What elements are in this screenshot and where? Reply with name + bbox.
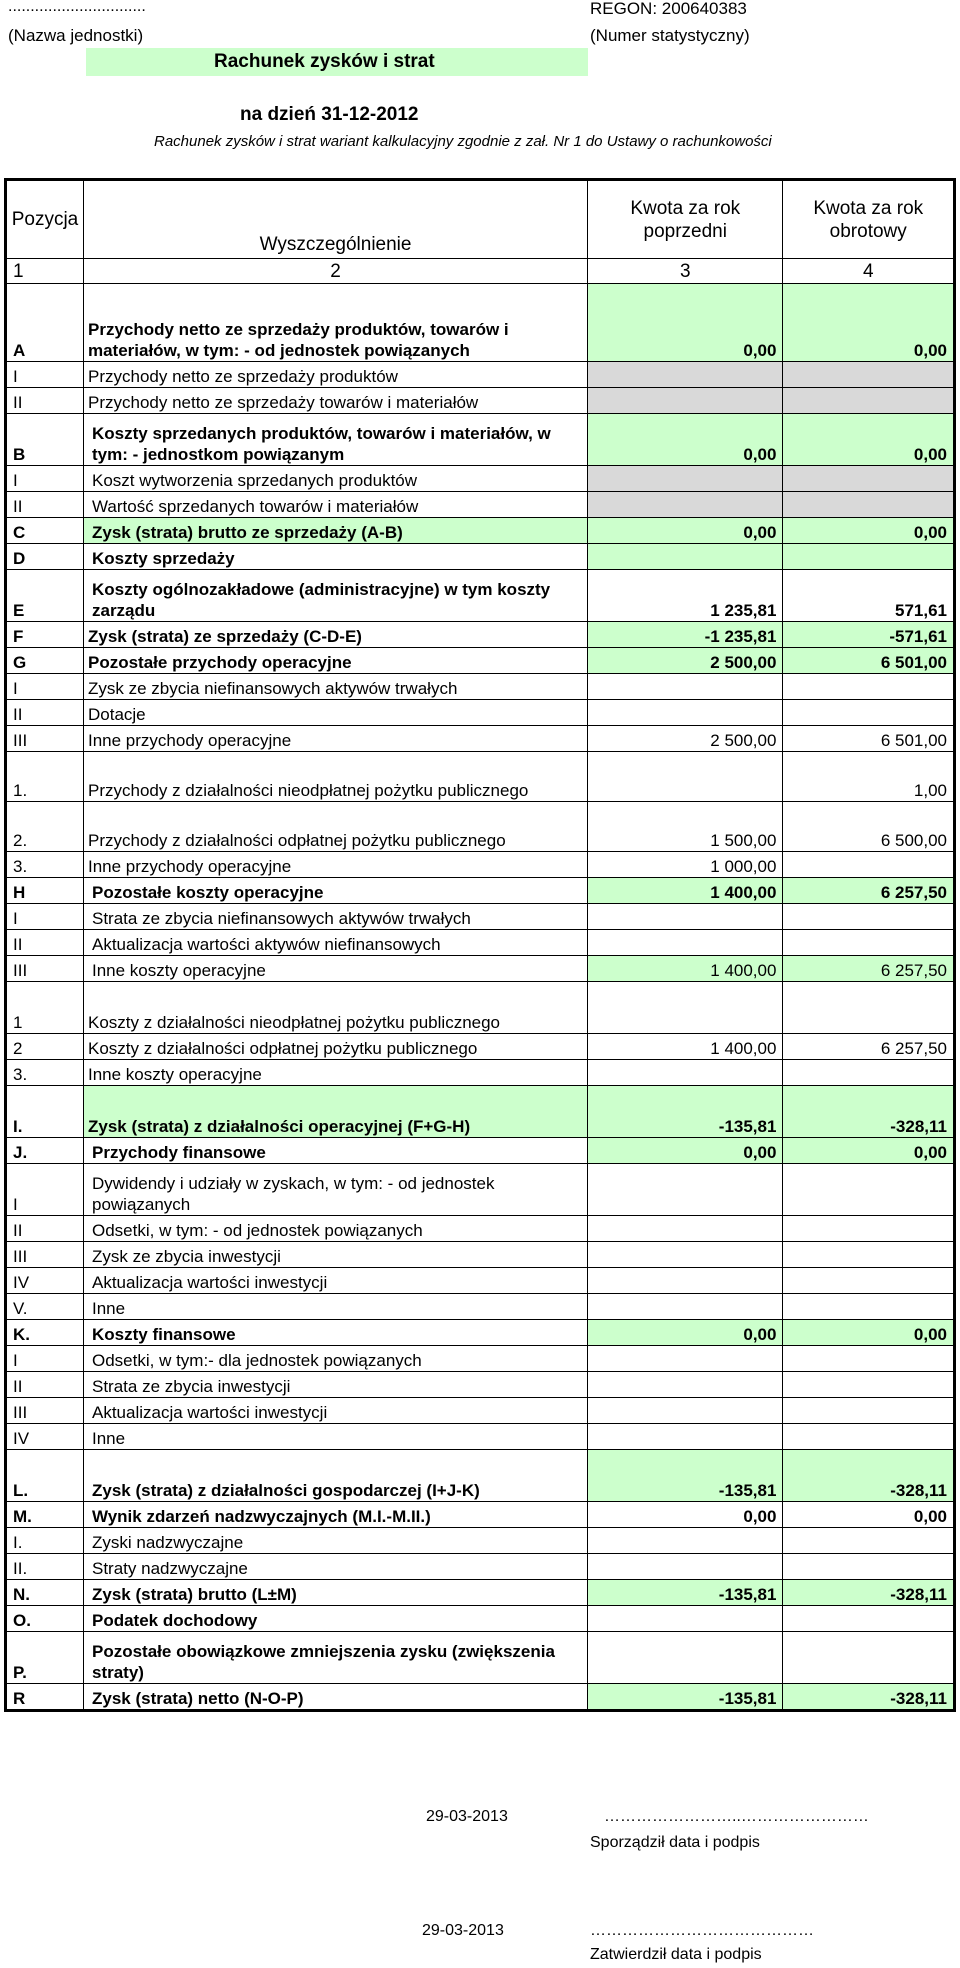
row-prev-year-amount: 1 400,00 xyxy=(588,1034,783,1060)
row-position: N. xyxy=(6,1580,84,1606)
row-curr-year-amount xyxy=(783,388,955,414)
title-box xyxy=(86,48,588,76)
row-position: D xyxy=(6,544,84,570)
table-row xyxy=(6,1346,955,1372)
row-prev-year-amount: -135,81 xyxy=(588,1684,783,1711)
table-row xyxy=(6,700,955,726)
row-description: Inne koszty operacyjne xyxy=(83,956,587,982)
row-curr-year-amount: -328,11 xyxy=(783,1684,955,1711)
row-description: Aktualizacja wartości inwestycji xyxy=(83,1268,587,1294)
row-position: F xyxy=(6,622,84,648)
row-position: II xyxy=(6,1372,84,1398)
table-row xyxy=(6,570,955,622)
row-position: I xyxy=(6,904,84,930)
row-curr-year-amount: 6 500,00 xyxy=(783,802,955,852)
row-curr-year-amount: -328,11 xyxy=(783,1580,955,1606)
col-num-4: 4 xyxy=(783,259,955,284)
row-position: I xyxy=(6,1346,84,1372)
row-prev-year-amount xyxy=(588,700,783,726)
row-curr-year-amount xyxy=(783,1398,955,1424)
row-prev-year-amount xyxy=(588,1294,783,1320)
table-row xyxy=(6,982,955,1034)
row-description: Zysk (strata) ze sprzedaży (C-D-E) xyxy=(83,622,587,648)
row-curr-year-amount: 0,00 xyxy=(783,1502,955,1528)
row-description: Aktualizacja wartości inwestycji xyxy=(83,1398,587,1424)
row-description: Wynik zdarzeń nadzwyczajnych (M.I.-M.II.) xyxy=(83,1502,587,1528)
regon: REGON: 200640383 xyxy=(590,0,747,18)
row-description: Przychody z działalności nieodpłatnej pożytku publicznego xyxy=(83,752,587,802)
row-position: II xyxy=(6,388,84,414)
row-prev-year-amount xyxy=(588,1060,783,1086)
row-position: II xyxy=(6,1216,84,1242)
row-description: Przychody netto ze sprzedaży produktów, towarów i materiałów, w tym: - od jednostek powiązanych xyxy=(83,284,587,362)
row-prev-year-amount: -135,81 xyxy=(588,1580,783,1606)
row-prev-year-amount: 2 500,00 xyxy=(588,648,783,674)
row-description: Dywidendy i udziały w zyskach, w tym: - od jednostek powiązanych xyxy=(83,1164,587,1216)
row-description: Aktualizacja wartości aktywów niefinansowych xyxy=(83,930,587,956)
row-prev-year-amount xyxy=(588,492,783,518)
row-curr-year-amount xyxy=(783,1606,955,1632)
row-prev-year-amount: 0,00 xyxy=(588,1320,783,1346)
row-description: Przychody netto ze sprzedaży towarów i materiałów xyxy=(83,388,587,414)
row-description: Odsetki, w tym: - od jednostek powiązanych xyxy=(83,1216,587,1242)
row-prev-year-amount xyxy=(588,904,783,930)
row-curr-year-amount xyxy=(783,1372,955,1398)
row-curr-year-amount: 571,61 xyxy=(783,570,955,622)
row-curr-year-amount xyxy=(783,930,955,956)
row-position: L. xyxy=(6,1450,84,1502)
row-prev-year-amount: -135,81 xyxy=(588,1450,783,1502)
row-prev-year-amount: 1 400,00 xyxy=(588,878,783,904)
col-num-1: 1 xyxy=(6,259,84,284)
row-curr-year-amount: -328,11 xyxy=(783,1086,955,1138)
row-description: Zysk ze zbycia inwestycji xyxy=(83,1242,587,1268)
table-row xyxy=(6,388,955,414)
row-position: I xyxy=(6,466,84,492)
table-row xyxy=(6,1242,955,1268)
table-row xyxy=(6,726,955,752)
table-row xyxy=(6,1164,955,1216)
table-row xyxy=(6,1268,955,1294)
row-curr-year-amount: 0,00 xyxy=(783,414,955,466)
col-header-desc: Wyszczególnienie xyxy=(83,180,587,259)
approved-date: 29-03-2013 xyxy=(422,1922,504,1939)
row-description: Przychody netto ze sprzedaży produktów xyxy=(83,362,587,388)
date-line: na dzień 31-12-2012 xyxy=(240,104,419,125)
subtitle: Rachunek zysków i strat wariant kalkulacyjny zgodnie z zał. Nr 1 do Ustawy o rachunkowości xyxy=(154,133,772,150)
table-row xyxy=(6,518,955,544)
row-prev-year-amount: 1 500,00 xyxy=(588,802,783,852)
row-prev-year-amount xyxy=(588,1346,783,1372)
row-position: III xyxy=(6,1398,84,1424)
table-row xyxy=(6,956,955,982)
table-row xyxy=(6,622,955,648)
row-curr-year-amount: 6 257,50 xyxy=(783,878,955,904)
row-prev-year-amount xyxy=(588,1632,783,1684)
row-description: Przychody finansowe xyxy=(83,1138,587,1164)
row-position: III xyxy=(6,956,84,982)
row-curr-year-amount: 6 501,00 xyxy=(783,726,955,752)
row-position: II xyxy=(6,930,84,956)
row-position: III xyxy=(6,1242,84,1268)
row-prev-year-amount xyxy=(588,466,783,492)
row-curr-year-amount xyxy=(783,492,955,518)
row-prev-year-amount xyxy=(588,1164,783,1216)
row-curr-year-amount xyxy=(783,1216,955,1242)
row-curr-year-amount xyxy=(783,1528,955,1554)
row-position: 3. xyxy=(6,852,84,878)
table-row xyxy=(6,1502,955,1528)
approved-signature-dots: …………………………………… xyxy=(590,1922,814,1939)
row-position: IV xyxy=(6,1424,84,1450)
stat-number-label: (Numer statystyczny) xyxy=(590,26,750,45)
approved-label: Zatwierdził data i podpis xyxy=(590,1946,762,1963)
row-curr-year-amount xyxy=(783,1554,955,1580)
table-row xyxy=(6,752,955,802)
row-prev-year-amount: -1 235,81 xyxy=(588,622,783,648)
row-curr-year-amount xyxy=(783,904,955,930)
row-prev-year-amount: 0,00 xyxy=(588,518,783,544)
row-position: A xyxy=(6,284,84,362)
row-description: Pozostałe przychody operacyjne xyxy=(83,648,587,674)
row-curr-year-amount xyxy=(783,1242,955,1268)
row-description: Przychody z działalności odpłatnej pożytku publicznego xyxy=(83,802,587,852)
row-description: Koszty z działalności odpłatnej pożytku publicznego xyxy=(83,1034,587,1060)
row-curr-year-amount: 0,00 xyxy=(783,1138,955,1164)
row-description: Strata ze zbycia niefinansowych aktywów trwałych xyxy=(83,904,587,930)
row-prev-year-amount: 1 000,00 xyxy=(588,852,783,878)
row-prev-year-amount: 0,00 xyxy=(588,284,783,362)
table-row xyxy=(6,1372,955,1398)
row-prev-year-amount xyxy=(588,982,783,1034)
row-curr-year-amount: -571,61 xyxy=(783,622,955,648)
row-description: Strata ze zbycia inwestycji xyxy=(83,1372,587,1398)
row-description: Inne koszty operacyjne xyxy=(83,1060,587,1086)
row-position: B xyxy=(6,414,84,466)
row-position: 2 xyxy=(6,1034,84,1060)
row-prev-year-amount xyxy=(588,1268,783,1294)
row-curr-year-amount: 0,00 xyxy=(783,1320,955,1346)
row-position: I. xyxy=(6,1086,84,1138)
row-description: Zysk (strata) z działalności gospodarczej (I+J-K) xyxy=(83,1450,587,1502)
row-description: Zysk (strata) brutto ze sprzedaży (A-B) xyxy=(83,518,587,544)
table-row xyxy=(6,362,955,388)
row-position: 2. xyxy=(6,802,84,852)
row-prev-year-amount xyxy=(588,1424,783,1450)
row-prev-year-amount xyxy=(588,752,783,802)
table-row xyxy=(6,648,955,674)
table-row xyxy=(6,674,955,700)
row-position: II xyxy=(6,700,84,726)
row-position: I xyxy=(6,362,84,388)
prepared-signature-dots: ……………………..…………………… xyxy=(604,1808,869,1825)
row-position: 3. xyxy=(6,1060,84,1086)
row-prev-year-amount xyxy=(588,1554,783,1580)
row-curr-year-amount xyxy=(783,544,955,570)
row-curr-year-amount xyxy=(783,982,955,1034)
row-curr-year-amount xyxy=(783,1294,955,1320)
row-prev-year-amount: 2 500,00 xyxy=(588,726,783,752)
row-curr-year-amount: 6 257,50 xyxy=(783,956,955,982)
row-description: Koszt wytworzenia sprzedanych produktów xyxy=(83,466,587,492)
table-row xyxy=(6,930,955,956)
table-row xyxy=(6,1606,955,1632)
row-position: O. xyxy=(6,1606,84,1632)
row-position: K. xyxy=(6,1320,84,1346)
row-prev-year-amount xyxy=(588,930,783,956)
table-row xyxy=(6,466,955,492)
table-row xyxy=(6,414,955,466)
table-row xyxy=(6,878,955,904)
row-curr-year-amount: 1,00 xyxy=(783,752,955,802)
row-description: Pozostałe koszty operacyjne xyxy=(83,878,587,904)
row-description: Koszty sprzedanych produktów, towarów i materiałów, w tym: - jednostkom powiązanym xyxy=(83,414,587,466)
table-row xyxy=(6,852,955,878)
col-header-curr: Kwota za rok obrotowy xyxy=(783,180,955,259)
row-position: 1. xyxy=(6,752,84,802)
row-position: II xyxy=(6,492,84,518)
row-curr-year-amount xyxy=(783,1268,955,1294)
row-position: H xyxy=(6,878,84,904)
row-curr-year-amount: 0,00 xyxy=(783,518,955,544)
row-curr-year-amount xyxy=(783,1164,955,1216)
row-description: Wartość sprzedanych towarów i materiałów xyxy=(83,492,587,518)
row-position: E xyxy=(6,570,84,622)
table-header-row xyxy=(6,180,955,259)
row-prev-year-amount xyxy=(588,1606,783,1632)
row-description: Zyski nadzwyczajne xyxy=(83,1528,587,1554)
row-description: Zysk ze zbycia niefinansowych aktywów trwałych xyxy=(83,674,587,700)
row-curr-year-amount xyxy=(783,700,955,726)
column-number-row xyxy=(6,259,955,284)
row-description: Zysk (strata) netto (N-O-P) xyxy=(83,1684,587,1711)
row-prev-year-amount: 1 400,00 xyxy=(588,956,783,982)
table-row xyxy=(6,544,955,570)
table-row xyxy=(6,904,955,930)
table-row xyxy=(6,1528,955,1554)
row-position: R xyxy=(6,1684,84,1711)
row-description: Koszty finansowe xyxy=(83,1320,587,1346)
table-row xyxy=(6,492,955,518)
table-row xyxy=(6,1294,955,1320)
table-row xyxy=(6,1086,955,1138)
row-prev-year-amount xyxy=(588,674,783,700)
row-curr-year-amount xyxy=(783,1346,955,1372)
row-prev-year-amount xyxy=(588,1216,783,1242)
col-header-pos: Pozycja xyxy=(6,180,84,259)
row-prev-year-amount xyxy=(588,1528,783,1554)
row-position: M. xyxy=(6,1502,84,1528)
row-curr-year-amount xyxy=(783,1424,955,1450)
row-position: J. xyxy=(6,1138,84,1164)
entity-name-dots: ............................... xyxy=(8,0,146,15)
row-prev-year-amount: -135,81 xyxy=(588,1086,783,1138)
row-position: 1 xyxy=(6,982,84,1034)
table-row xyxy=(6,1684,955,1711)
row-position: P. xyxy=(6,1632,84,1684)
row-position: G xyxy=(6,648,84,674)
row-description: Zysk (strata) z działalności operacyjnej (F+G-H) xyxy=(83,1086,587,1138)
row-curr-year-amount xyxy=(783,852,955,878)
table-row xyxy=(6,1580,955,1606)
table-row xyxy=(6,802,955,852)
row-description: Straty nadzwyczajne xyxy=(83,1554,587,1580)
row-curr-year-amount xyxy=(783,674,955,700)
row-description: Koszty sprzedaży xyxy=(83,544,587,570)
row-prev-year-amount xyxy=(588,1242,783,1268)
row-curr-year-amount xyxy=(783,466,955,492)
row-position: V. xyxy=(6,1294,84,1320)
row-curr-year-amount: -328,11 xyxy=(783,1450,955,1502)
prepared-date: 29-03-2013 xyxy=(426,1808,508,1825)
row-curr-year-amount xyxy=(783,1632,955,1684)
table-row xyxy=(6,284,955,362)
row-description: Odsetki, w tym:- dla jednostek powiązanych xyxy=(83,1346,587,1372)
row-description: Inne przychody operacyjne xyxy=(83,726,587,752)
col-num-2: 2 xyxy=(83,259,587,284)
row-prev-year-amount: 0,00 xyxy=(588,1138,783,1164)
table-row xyxy=(6,1424,955,1450)
row-curr-year-amount: 6 501,00 xyxy=(783,648,955,674)
row-description: Podatek dochodowy xyxy=(83,1606,587,1632)
row-prev-year-amount xyxy=(588,1372,783,1398)
row-prev-year-amount: 0,00 xyxy=(588,414,783,466)
table-row xyxy=(6,1216,955,1242)
row-position: II. xyxy=(6,1554,84,1580)
row-position: III xyxy=(6,726,84,752)
row-description: Inne xyxy=(83,1424,587,1450)
table-row xyxy=(6,1450,955,1502)
entity-name-label: (Nazwa jednostki) xyxy=(8,26,144,45)
row-curr-year-amount: 6 257,50 xyxy=(783,1034,955,1060)
row-prev-year-amount: 1 235,81 xyxy=(588,570,783,622)
row-position: C xyxy=(6,518,84,544)
table-row xyxy=(6,1138,955,1164)
row-curr-year-amount: 0,00 xyxy=(783,284,955,362)
row-curr-year-amount xyxy=(783,1060,955,1086)
income-statement-table xyxy=(4,178,956,1712)
row-prev-year-amount xyxy=(588,544,783,570)
row-description: Zysk (strata) brutto (L±M) xyxy=(83,1580,587,1606)
row-description: Koszty z działalności nieodpłatnej pożytku publicznego xyxy=(83,982,587,1034)
row-description: Pozostałe obowiązkowe zmniejszenia zysku (zwiększenia straty) xyxy=(83,1632,587,1684)
row-position: I xyxy=(6,674,84,700)
row-prev-year-amount xyxy=(588,362,783,388)
document-title: Rachunek zysków i strat xyxy=(214,51,435,72)
table-row xyxy=(6,1034,955,1060)
row-description: Inne przychody operacyjne xyxy=(83,852,587,878)
col-header-prev: Kwota za rok poprzedni xyxy=(588,180,783,259)
row-prev-year-amount xyxy=(588,1398,783,1424)
table-row xyxy=(6,1398,955,1424)
col-num-3: 3 xyxy=(588,259,783,284)
row-description: Koszty ogólnozakładowe (administracyjne) w tym koszty zarządu xyxy=(83,570,587,622)
row-prev-year-amount xyxy=(588,388,783,414)
row-position: IV xyxy=(6,1268,84,1294)
row-prev-year-amount: 0,00 xyxy=(588,1502,783,1528)
prepared-label: Sporządził data i podpis xyxy=(590,1834,760,1851)
table-row xyxy=(6,1554,955,1580)
row-curr-year-amount xyxy=(783,362,955,388)
table-row xyxy=(6,1632,955,1684)
row-description: Dotacje xyxy=(83,700,587,726)
table-row xyxy=(6,1060,955,1086)
table-row xyxy=(6,1320,955,1346)
row-position: I. xyxy=(6,1528,84,1554)
row-description: Inne xyxy=(83,1294,587,1320)
row-position: I xyxy=(6,1164,84,1216)
